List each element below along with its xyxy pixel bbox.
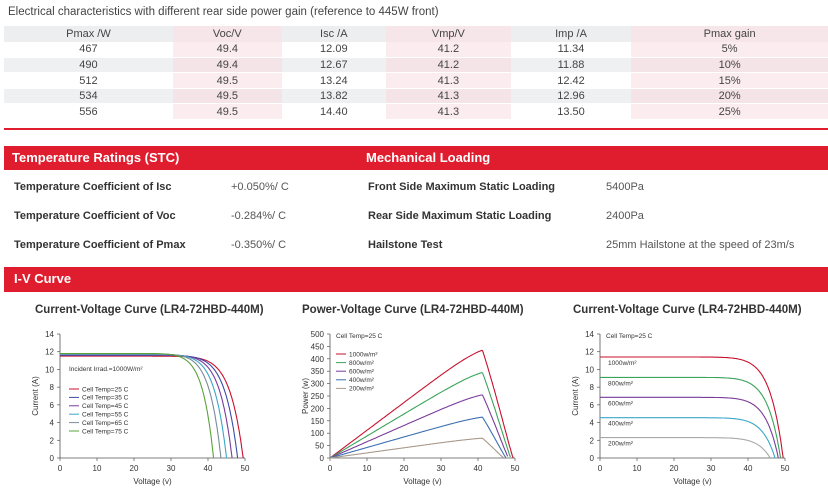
x-tick-label: 30	[166, 464, 176, 473]
column-header: Pmax /W	[66, 27, 111, 40]
table-bottom-rule	[4, 128, 828, 130]
table-cell: 14.40	[282, 104, 386, 120]
table-cell: 13.24	[282, 73, 386, 89]
table-cell: 13.82	[282, 88, 386, 104]
x-tick-label: 30	[436, 464, 446, 473]
x-tick-label: 10	[92, 464, 102, 473]
table-cell: 41.3	[386, 88, 511, 104]
table-cell: 41.3	[386, 104, 511, 120]
iv-section-bar	[4, 267, 828, 292]
y-tick-label: 6	[49, 400, 54, 410]
legend-entry: Cell Temp=65 C	[82, 419, 129, 427]
front-static-loading-value: 5400Pa	[606, 181, 644, 193]
iv-curve-irradiance-chart	[560, 322, 805, 494]
table-cell: 11.34	[511, 42, 631, 58]
y-tick-label: 300	[310, 379, 324, 389]
table-cell: 49.4	[173, 42, 282, 58]
temp-coef-pmax-label: Temperature Coefficient of Pmax	[14, 239, 186, 251]
y-tick-label: 500	[310, 330, 324, 339]
temperature-section-title: Temperature Ratings (STC)	[12, 150, 180, 165]
y-tick-label: 2	[589, 436, 594, 446]
iv-curve-temperature-chart	[20, 322, 265, 494]
x-tick-label: 10	[632, 464, 642, 473]
table-cell: 49.4	[173, 57, 282, 73]
column-header: Voc/V	[173, 26, 282, 42]
y-tick-label: 10	[585, 365, 594, 375]
y-tick-label: 6	[589, 400, 594, 410]
legend-entry: 200w/m²	[349, 385, 374, 393]
table-cell: 5%	[631, 42, 828, 58]
table-cell: 13.50	[511, 104, 631, 120]
table-cell: 556	[4, 104, 173, 120]
y-axis-label: Current (A)	[571, 376, 580, 416]
legend-entry: 800w/m²	[349, 359, 374, 367]
legend-entry: 1000w/m²	[349, 351, 378, 359]
mechanical-section-title: Mechanical Loading	[366, 150, 491, 165]
chart-title: Current-Voltage Curve (LR4-72HBD-440M)	[573, 304, 802, 316]
x-tick-label: 0	[597, 464, 603, 473]
x-tick-label: 50	[780, 464, 790, 473]
table-cell: 11.88	[511, 57, 631, 73]
table-caption: Electrical characteristics with different rear side power gain (reference to 445W front)	[8, 6, 439, 18]
chart-annotation: Cell Temp=25 C	[606, 333, 653, 340]
table-cell: 15%	[631, 73, 828, 89]
y-tick-label: 400	[310, 354, 324, 364]
legend-entry: 400w/m²	[349, 377, 374, 385]
y-axis-label: Power (w)	[301, 377, 310, 415]
y-tick-label: 50	[315, 441, 324, 451]
table-cell: 25%	[631, 104, 828, 120]
table-cell: 41.3	[386, 73, 511, 89]
y-tick-label: 12	[45, 347, 54, 357]
temp-coef-pmax-value: -0.350%/ C	[231, 239, 287, 251]
x-tick-label: 40	[473, 464, 483, 473]
table-row	[4, 73, 828, 89]
electrical-characteristics-table	[4, 26, 828, 120]
table-cell: 12.42	[511, 73, 631, 89]
x-tick-label: 20	[129, 464, 139, 473]
y-tick-label: 4	[49, 418, 54, 428]
temp-coef-voc-value: -0.284%/ C	[231, 210, 287, 222]
x-axis-label: Voltage (v)	[133, 477, 172, 486]
pv-curve-irradiance-chart	[290, 322, 535, 494]
table-cell: 49.5	[173, 88, 282, 104]
legend-entry: Cell Temp=35 C	[82, 394, 129, 402]
legend-entry: 1000w/m²	[608, 360, 637, 368]
table-cell: 41.2	[386, 42, 511, 58]
x-tick-label: 20	[399, 464, 409, 473]
y-tick-label: 8	[49, 383, 54, 393]
table-cell: 12.67	[282, 57, 386, 73]
legend-entry: Cell Temp=55 C	[82, 411, 129, 419]
table-row	[4, 88, 828, 104]
y-tick-label: 0	[49, 454, 54, 463]
y-tick-label: 12	[585, 347, 594, 357]
x-axis-label: Voltage (v)	[403, 477, 442, 486]
y-tick-label: 0	[589, 454, 594, 463]
legend-entry: Cell Temp=75 C	[82, 428, 129, 436]
y-tick-label: 10	[45, 365, 54, 375]
table-row	[4, 57, 828, 73]
x-tick-label: 30	[706, 464, 716, 473]
rear-static-loading-value: 2400Pa	[606, 210, 644, 222]
y-axis-label: Current (A)	[31, 376, 40, 416]
table-cell: 10%	[631, 57, 828, 73]
table-cell: 12.96	[511, 88, 631, 104]
y-tick-label: 4	[589, 418, 594, 428]
x-tick-label: 40	[743, 464, 753, 473]
section-header-bar	[4, 146, 828, 170]
hailstone-test-label: Hailstone Test	[368, 239, 443, 251]
y-tick-label: 0	[319, 454, 324, 463]
column-header: Isc /A	[320, 27, 348, 40]
table-cell: 12.09	[282, 42, 386, 58]
table-cell: 20%	[631, 88, 828, 104]
series-line	[330, 438, 504, 458]
x-tick-label: 20	[669, 464, 679, 473]
chart-annotation: Cell Temp=25 C	[336, 333, 383, 340]
y-tick-label: 250	[310, 392, 324, 401]
table-header-row	[4, 26, 828, 42]
x-tick-label: 50	[510, 464, 520, 473]
y-tick-label: 100	[310, 429, 324, 439]
x-tick-label: 0	[57, 464, 63, 473]
y-tick-label: 450	[310, 342, 324, 352]
rear-static-loading-label: Rear Side Maximum Static Loading	[368, 210, 552, 222]
x-tick-label: 40	[203, 464, 213, 473]
chart-annotation: Incident Irrad.=1000W/m²	[69, 366, 143, 373]
chart-title: Current-Voltage Curve (LR4-72HBD-440M)	[35, 304, 264, 316]
iv-section-title: I-V Curve	[14, 271, 72, 286]
y-tick-label: 8	[589, 383, 594, 393]
table-row	[4, 104, 828, 120]
column-header: Pmax gain	[631, 26, 828, 42]
x-axis-label: Voltage (v)	[673, 477, 712, 486]
table-cell: 49.5	[173, 73, 282, 89]
column-header: Imp /A	[555, 27, 587, 40]
y-tick-label: 350	[310, 367, 324, 377]
table-cell: 467	[4, 42, 173, 58]
y-tick-label: 14	[45, 330, 54, 339]
x-tick-label: 50	[240, 464, 250, 473]
table-cell: 49.5	[173, 104, 282, 120]
hailstone-test-value: 25mm Hailstone at the speed of 23m/s	[606, 239, 795, 251]
column-header: Vmp/V	[386, 26, 511, 42]
chart-title: Power-Voltage Curve (LR4-72HBD-440M)	[302, 304, 524, 316]
temp-coef-isc-label: Temperature Coefficient of Isc	[14, 181, 172, 193]
series-line	[330, 395, 508, 458]
temp-coef-voc-label: Temperature Coefficient of Voc	[14, 210, 176, 222]
x-tick-label: 10	[362, 464, 372, 473]
y-tick-label: 150	[310, 416, 324, 426]
table-cell: 41.2	[386, 57, 511, 73]
legend-entry: Cell Temp=45 C	[82, 403, 129, 411]
legend-entry: Cell Temp=25 C	[82, 386, 129, 394]
temp-coef-isc-value: +0.050%/ C	[231, 181, 289, 193]
table-cell: 534	[4, 88, 173, 104]
x-tick-label: 0	[327, 464, 333, 473]
legend-entry: 400w/m²	[608, 420, 633, 428]
y-tick-label: 2	[49, 436, 54, 446]
legend-entry: 800w/m²	[608, 380, 633, 388]
legend-entry: 600w/m²	[608, 400, 633, 408]
legend-entry: 600w/m²	[349, 368, 374, 376]
table-cell: 512	[4, 73, 173, 89]
front-static-loading-label: Front Side Maximum Static Loading	[368, 181, 556, 193]
table-row	[4, 42, 828, 58]
y-tick-label: 14	[585, 330, 594, 339]
table-cell: 490	[4, 57, 173, 73]
legend-entry: 200w/m²	[608, 440, 633, 448]
y-tick-label: 200	[310, 404, 324, 414]
